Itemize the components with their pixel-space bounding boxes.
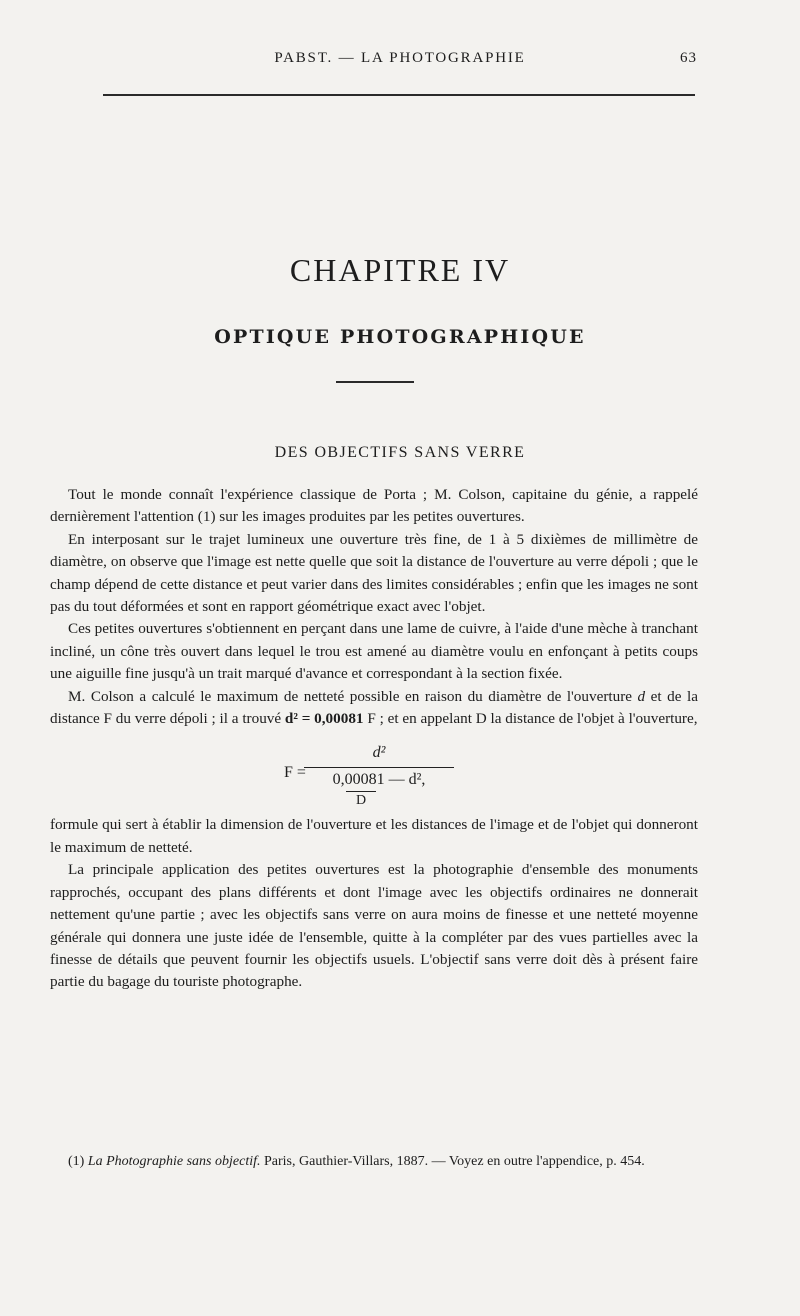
footnote-rest: Paris, Gauthier-Villars, 1887. — Voyez en outre l'appendice, p. 454. (264, 1154, 645, 1169)
paragraph: La principale application des petites ouvertures est la photographie d'ensemble des monuments rapprochés, occupant des plans différents et dont l'image avec les objectifs ordinaires ne donnerait nettement qu'une partie ; avec les objectifs sans verre on aura moins de finesse et une netteté moyenne générale qui donnera une juste idée de l'ensemble, quitte à la compléter par des vues partielles avec la finesse de détails que peuvent fournir les objectifs usuels. L'objectif sans verre doit dès à présent faire partie du bagage du touriste photographe. (50, 861, 698, 991)
body-text (50, 484, 698, 994)
running-head (0, 50, 800, 74)
paragraph: Ces petites ouvertures s'obtiennent en perçant dans une lame de cuivre, à l'aide d'une mèche à tranchant incliné, un cône très ouvert dans lequel le trou est amené au diamètre voulu en enfonçant à petits coups une aiguille fine jusqu'à un trait marqué d'avance et correspondant à la section fixée. (50, 620, 698, 683)
formula-lhs: F = (284, 764, 306, 782)
text-run: M. Colson a calculé le maximum de netteté possible en raison du diamètre de l'ouverture (68, 687, 638, 705)
formula-numerator: d² (372, 744, 386, 762)
section-divider (336, 381, 414, 383)
formula-denominator-text: 0,00081 — d², (332, 770, 426, 788)
paragraph: Tout le monde connaît l'expérience classique de Porta ; M. Colson, capitaine du génie, a rappelé dernièrement l'attention (1) sur les images produites par les petites ouvertures. (50, 486, 698, 526)
variable-d: d (637, 687, 646, 705)
footnote-title: La Photographie sans objectif. (87, 1154, 261, 1169)
text-run: F ; et en appelant D la distance de l'objet à l'ouverture, (363, 710, 698, 728)
section-title: OPTIQUE PHOTOGRAPHIQUE (214, 326, 586, 348)
formula-denominator (304, 767, 454, 810)
footnote (50, 1152, 698, 1172)
text-run: et de la distance F du verre dépoli ; il a trouvé (50, 687, 698, 728)
chapter-title: CHAPITRE IV (289, 252, 511, 288)
header-rule (103, 94, 695, 96)
paragraph (50, 686, 698, 731)
footnote-marker: (1) (68, 1154, 85, 1169)
footnote-text (50, 1152, 698, 1172)
paragraph: formule qui sert à établir la dimension de l'ouverture et les distances de l'image et de l'objet qui donneront le maximum de netteté. (50, 816, 698, 856)
subsection-title: DES OBJECTIFS SANS VERRE (274, 444, 526, 461)
page-number: 63 (680, 50, 697, 66)
paragraph: En interposant sur le trajet lumineux une ouverture très fine, de 1 à 5 dixièmes de millimètre de diamètre, on observe que l'image est nette quelle que soit la distance de l'ouverture au verre dépoli ; que le champ dépend de cette distance et peut varier dans des limites considérables ; enfin que les images ne sont pas du tout déformées et sont en rapport géométrique exact avec l'objet. (50, 530, 698, 616)
inline-equation: d² = 0,00081 (284, 710, 364, 728)
running-title: PABST. — LA PHOTOGRAPHIE (274, 50, 526, 66)
formula (50, 736, 698, 812)
formula-sub-denominator: D (346, 791, 376, 810)
formula-fraction (304, 742, 454, 810)
